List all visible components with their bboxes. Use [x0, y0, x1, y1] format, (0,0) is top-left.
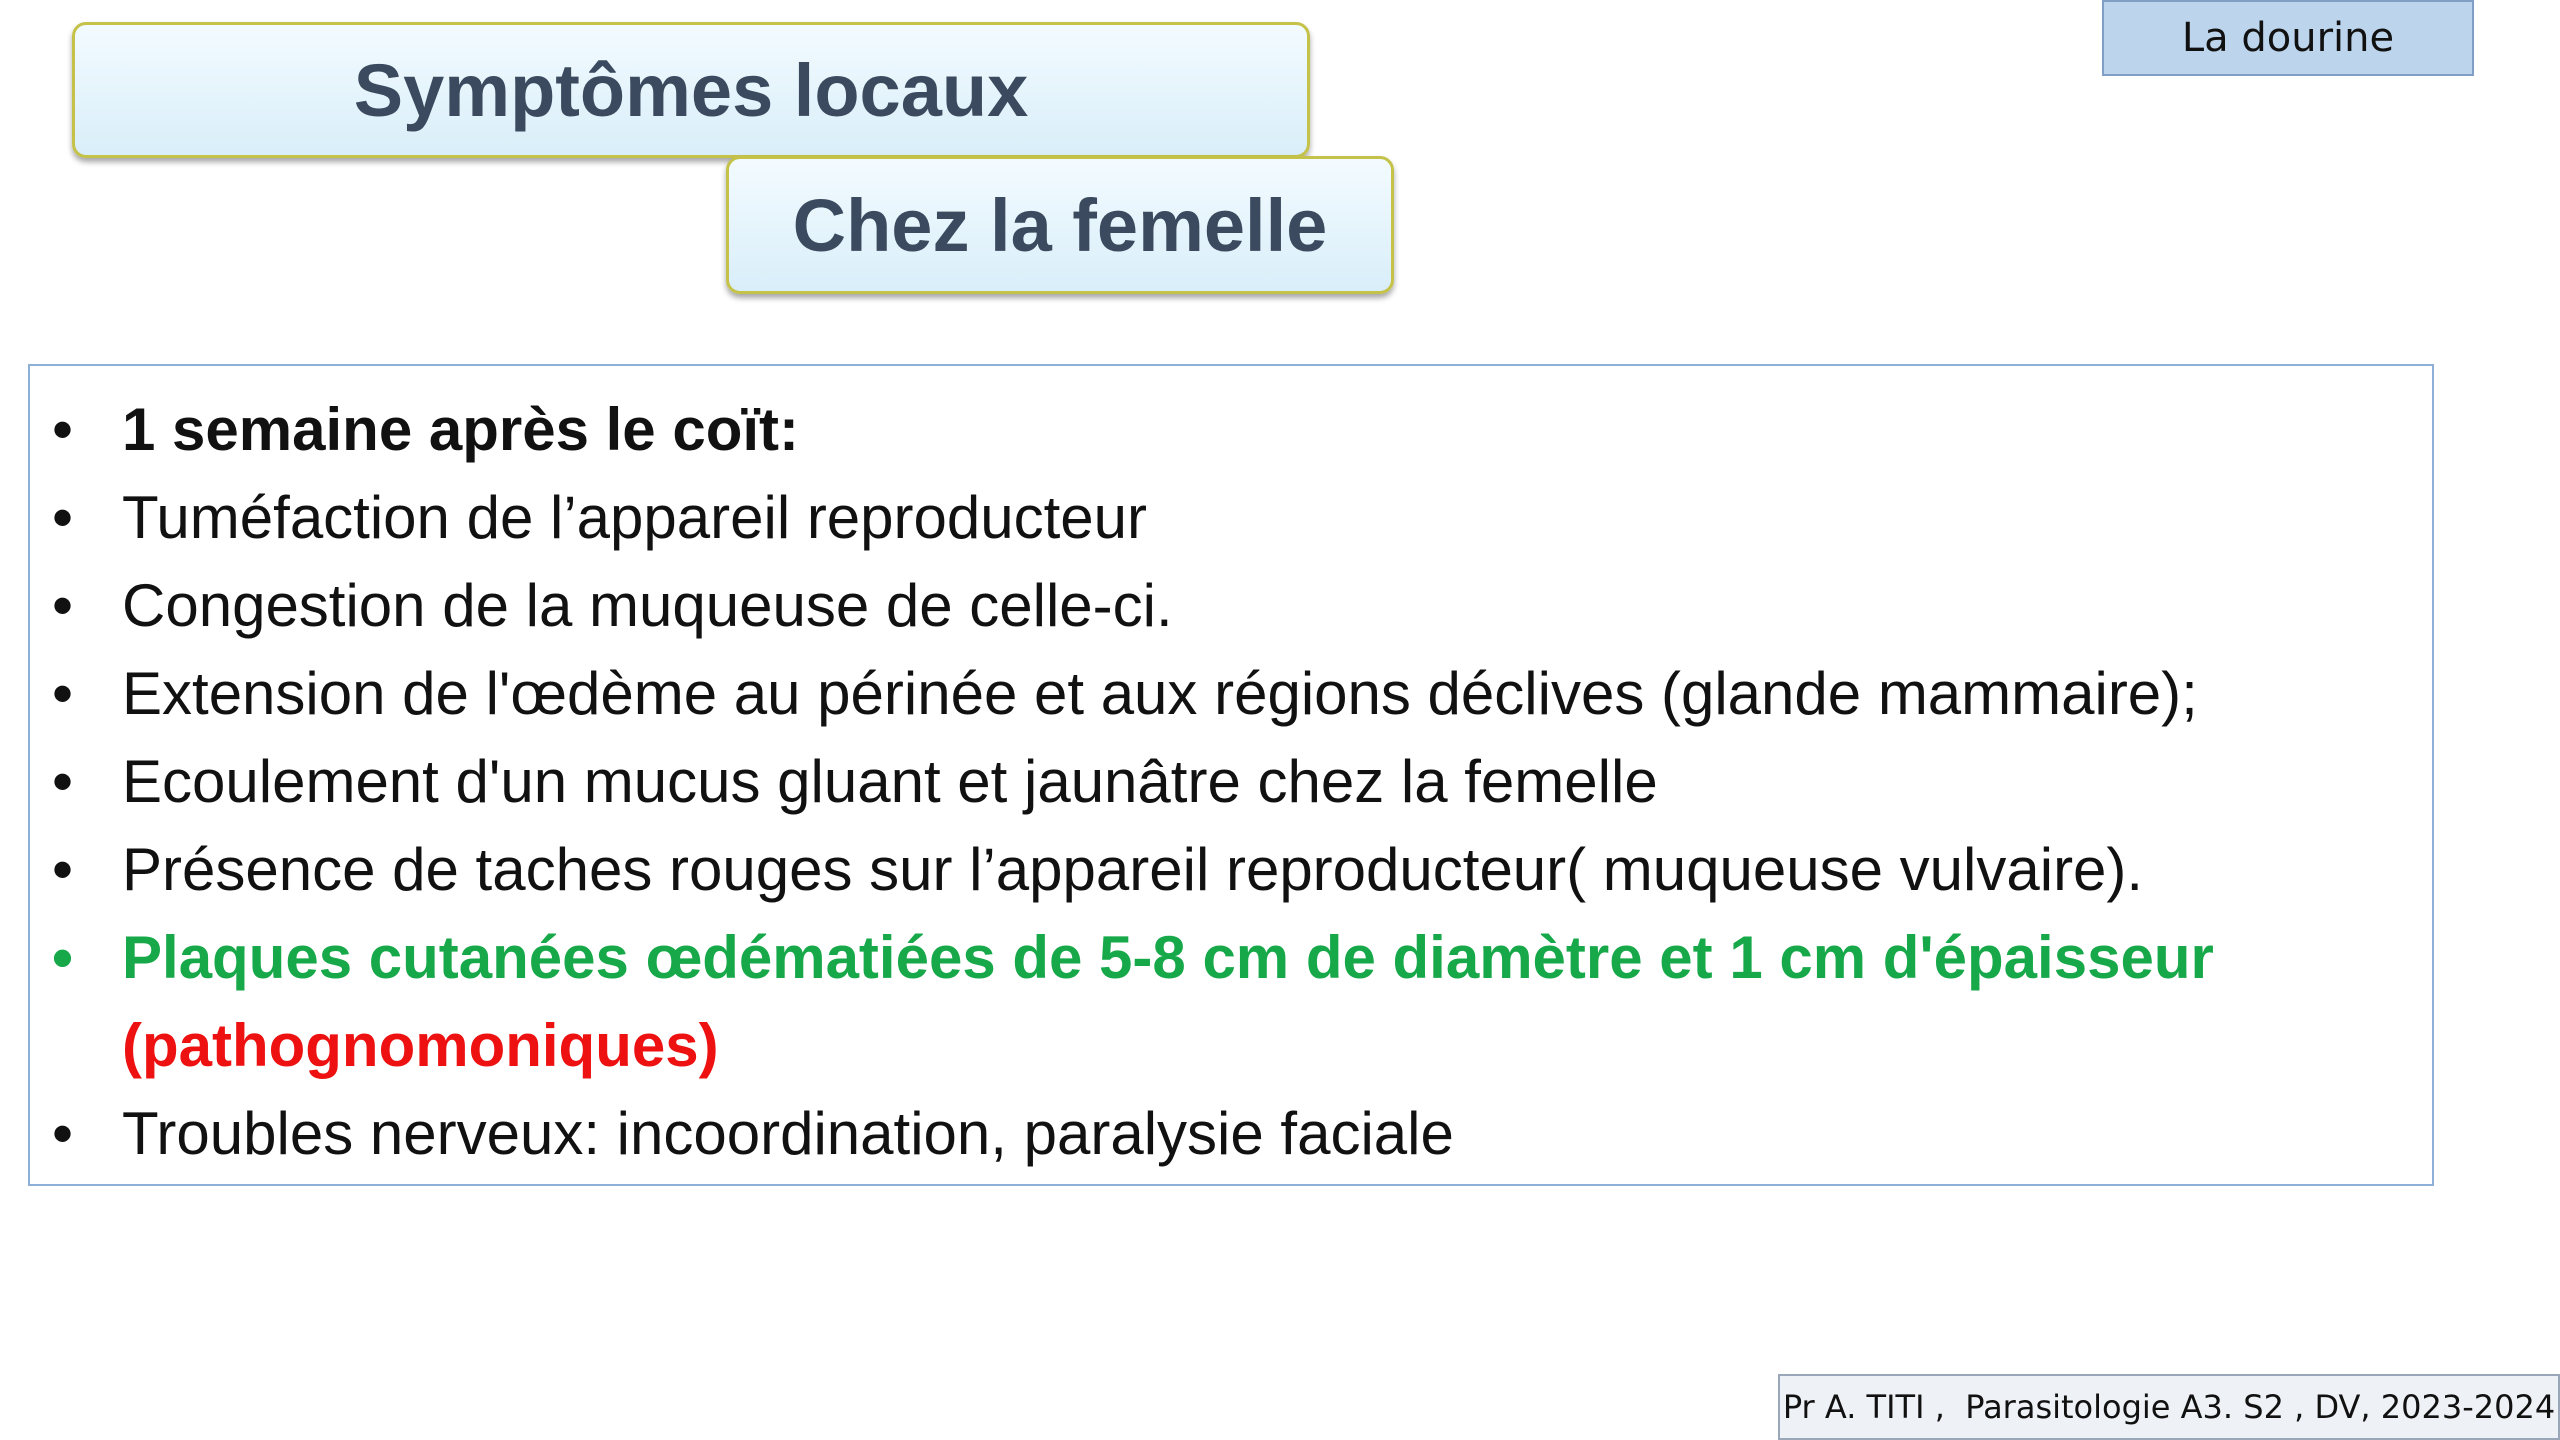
footer-credit: Pr A. TITI , Parasitologie A3. S2 , DV, 2023-2024 — [1778, 1374, 2560, 1440]
slide-subtitle: Chez la femelle — [726, 156, 1394, 294]
bullet-icon: • — [52, 924, 74, 991]
bullet-icon: • — [52, 748, 74, 815]
list-item-highlight — [30, 914, 2432, 1090]
list-item-text: Tuméfaction de l’appareil reproducteur — [122, 484, 1148, 551]
bullet-list — [30, 366, 2432, 1178]
list-item — [30, 738, 2432, 826]
bullet-icon: • — [52, 572, 74, 639]
list-item — [30, 650, 2432, 738]
bullet-icon: • — [52, 396, 74, 463]
list-item-text: Ecoulement d'un mucus gluant et jaunâtre chez la femelle — [122, 748, 1658, 815]
list-item-text: 1 semaine après le coït: — [122, 396, 799, 463]
slide-title: Symptômes locaux — [72, 22, 1310, 158]
bullet-icon: • — [52, 836, 74, 903]
list-item-note: (pathognomoniques) — [122, 1012, 719, 1079]
bullet-icon: • — [52, 660, 74, 727]
topic-tag: La dourine — [2102, 0, 2474, 76]
list-item-text: Plaques cutanées œdématiées de 5-8 cm de diamètre et 1 cm d'épaisseur — [122, 924, 2214, 991]
bullet-icon: • — [52, 1100, 74, 1167]
bullet-icon: • — [52, 484, 74, 551]
list-item-text: Extension de l'œdème au périnée et aux régions déclives (glande mammaire); — [122, 660, 2198, 727]
list-item — [30, 474, 2432, 562]
list-item — [30, 826, 2432, 914]
list-item-text: Troubles nerveux: incoordination, paralysie faciale — [122, 1100, 1454, 1167]
list-item — [30, 386, 2432, 474]
list-item-text: Présence de taches rouges sur l’appareil reproducteur( muqueuse vulvaire). — [122, 836, 2144, 903]
list-item-text: Congestion de la muqueuse de celle-ci. — [122, 572, 1173, 639]
list-item — [30, 1090, 2432, 1178]
content-box — [28, 364, 2434, 1186]
list-item — [30, 562, 2432, 650]
